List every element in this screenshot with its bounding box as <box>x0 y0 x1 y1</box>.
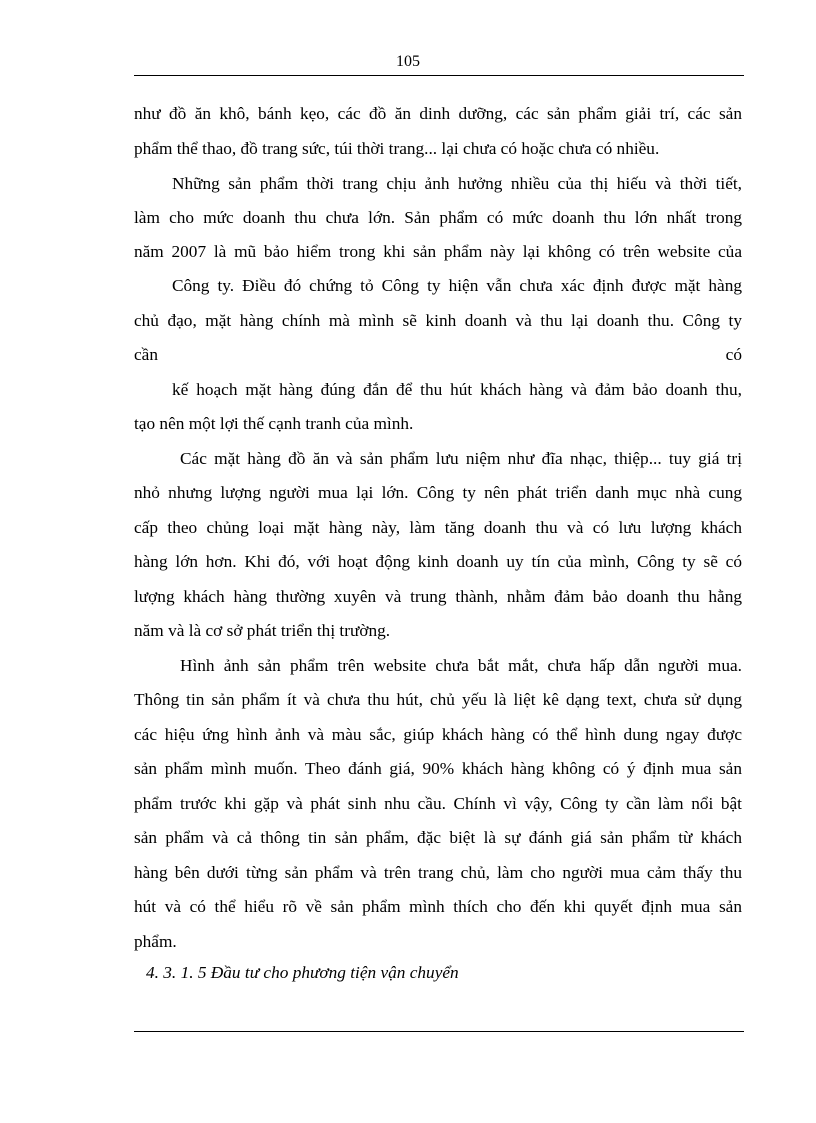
text-line: phẩm trước khi gặp và phát sinh nhu cầu. Chính vì vậy, Công ty cần làm nổi bật <box>134 794 742 813</box>
text-line: cấp theo chủng loại mặt hàng này, làm tăng doanh thu và có lưu lượng khách <box>134 518 742 537</box>
text-line: như đồ ăn khô, bánh kẹo, các đồ ăn dinh dưỡng, các sản phẩm giải trí, các sản <box>134 104 742 123</box>
text-line: phẩm. <box>134 932 177 951</box>
text-line: phẩm thể thao, đồ trang sức, túi thời trang... lại chưa có hoặc chưa có nhiều. <box>134 139 660 158</box>
text-line: hàng lớn hơn. Khi đó, với hoạt động kinh doanh uy tín của mình, Công ty sẽ có <box>134 552 742 571</box>
page-number: 105 <box>396 53 420 70</box>
text-line: sản phẩm và cả thông tin sản phẩm, đặc biệt là sự đánh giá sản phẩm từ khách <box>134 828 742 847</box>
text-line: làm cho mức doanh thu chưa lớn. Sản phẩm có mức doanh thu lớn nhất trong <box>134 208 742 227</box>
text-line: cần có <box>134 345 742 364</box>
text-line: hút và có thể hiểu rõ về sản phẩm mình thích cho đến khi quyết định mua sản <box>134 897 742 916</box>
text-line: các hiệu ứng hình ảnh và màu sắc, giúp khách hàng có thể hình dung ngay được <box>134 725 742 744</box>
text-line: Công ty. Điều đó chứng tỏ Công ty hiện vẫn chưa xác định được mặt hàng <box>172 276 742 295</box>
text-line: lượng khách hàng thường xuyên và trung thành, nhằm đảm bảo doanh thu hằng <box>134 587 742 606</box>
text-line: năm 2007 là mũ bảo hiểm trong khi sản phẩm này lại không có trên website của <box>134 242 742 261</box>
text-line: tạo nên một lợi thế cạnh tranh của mình. <box>134 414 414 433</box>
text-line: Những sản phẩm thời trang chịu ảnh hưởng nhiều của thị hiếu và thời tiết, <box>172 174 742 193</box>
text-line: Các mặt hàng đồ ăn và sản phẩm lưu niệm như đĩa nhạc, thiệp... tuy giá trị <box>180 449 742 468</box>
text-line: Hình ảnh sản phẩm trên website chưa bắt mắt, chưa hấp dẫn người mua. <box>180 656 742 675</box>
text-line: hàng bên dưới từng sản phẩm và trên trang chủ, làm cho người mua cảm thấy thu <box>134 863 742 882</box>
text-line: kế hoạch mặt hàng đúng đắn để thu hút khách hàng và đảm bảo doanh thu, <box>172 380 742 399</box>
text-line: nhỏ nhưng lượng người mua lại lớn. Công ty nên phát triển danh mục nhà cung <box>134 483 742 502</box>
section-heading: 4. 3. 1. 5 Đầu tư cho phương tiện vận chuyển <box>146 963 459 982</box>
text-line: chủ đạo, mặt hàng chính mà mình sẽ kinh doanh và thu lại doanh thu. Công ty <box>134 311 742 330</box>
text-line: sản phẩm mình muốn. Theo đánh giá, 90% khách hàng không có ý định mua sản <box>134 759 742 778</box>
text-line: Thông tin sản phẩm ít và chưa thu hút, chủ yếu là liệt kê dạng text, chưa sử dụng <box>134 690 742 709</box>
header-rule <box>134 75 744 76</box>
footer-rule <box>134 1031 744 1032</box>
text-line: năm và là cơ sở phát triển thị trường. <box>134 621 391 640</box>
